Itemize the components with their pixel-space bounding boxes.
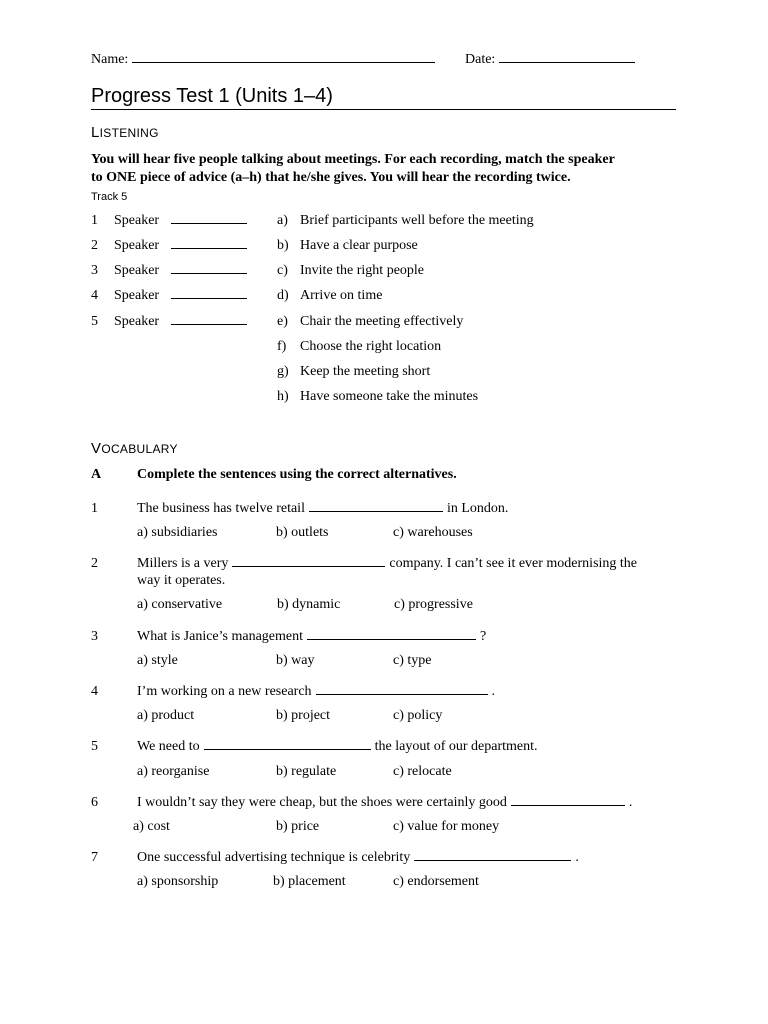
answer-option[interactable]: c) type — [393, 653, 432, 668]
page-title: Progress Test 1 (Units 1–4) — [91, 85, 333, 107]
question-number: 4 — [91, 684, 98, 699]
advice-letter: g) — [277, 364, 289, 379]
title-rule — [91, 109, 676, 110]
speaker-number: 3 — [91, 263, 98, 278]
question-number: 1 — [91, 501, 98, 516]
speaker-number: 1 — [91, 213, 98, 228]
track-label: Track 5 — [91, 191, 128, 203]
name-label: Name: — [91, 52, 129, 67]
speaker-number: 2 — [91, 238, 98, 253]
speaker-number: 4 — [91, 288, 98, 303]
part-letter: A — [91, 467, 102, 482]
vocabulary-heading — [91, 440, 178, 457]
answer-option[interactable]: b) outlets — [276, 525, 329, 540]
question-text-after: company. I can’t see it ever modernising the — [389, 556, 638, 571]
question-number: 2 — [91, 556, 98, 571]
answer-blank[interactable] — [511, 804, 625, 806]
date-field — [465, 52, 639, 68]
advice-text: Keep the meeting short — [300, 364, 431, 379]
speaker-label: Speaker — [114, 213, 160, 228]
listening-heading-initial: L — [91, 124, 100, 141]
answer-option[interactable]: b) regulate — [276, 764, 337, 779]
answer-option[interactable]: a) product — [137, 708, 195, 723]
question-text-before: What is Janice’s management — [137, 629, 303, 644]
question-sentence — [137, 684, 495, 700]
speaker-row — [114, 213, 251, 229]
vocabulary-heading-initial: V — [91, 440, 102, 457]
question-text-after: . — [628, 795, 633, 810]
vocabulary-heading-rest: OCABULARY — [101, 442, 178, 456]
speaker-row — [114, 288, 251, 304]
question-sentence — [137, 850, 579, 866]
answer-option[interactable]: a) conservative — [137, 597, 223, 612]
answer-option[interactable]: a) reorganise — [137, 764, 210, 779]
question-sentence — [137, 795, 632, 811]
answer-blank[interactable] — [309, 510, 443, 512]
speaker-label: Speaker — [114, 263, 160, 278]
answer-option[interactable]: a) sponsorship — [137, 874, 219, 889]
speaker-answer-blank[interactable] — [171, 297, 247, 299]
question-sentence — [137, 501, 508, 517]
speaker-answer-blank[interactable] — [171, 272, 247, 274]
date-blank[interactable] — [499, 61, 635, 63]
listening-heading-rest: ISTENING — [99, 126, 159, 140]
answer-blank[interactable] — [316, 693, 488, 695]
answer-blank[interactable] — [307, 638, 476, 640]
question-sentence — [137, 629, 486, 645]
advice-letter: e) — [277, 314, 288, 329]
question-number: 7 — [91, 850, 98, 865]
answer-option[interactable]: c) policy — [393, 708, 443, 723]
question-text-before: I’m working on a new research — [137, 684, 312, 699]
answer-option[interactable]: c) progressive — [394, 597, 473, 612]
question-text-before: Millers is a very — [137, 556, 229, 571]
answer-blank[interactable] — [414, 859, 571, 861]
answer-option[interactable]: c) relocate — [393, 764, 452, 779]
question-text-before: I wouldn’t say they were cheap, but the shoes were certainly good — [137, 795, 507, 810]
part-instruction: Complete the sentences using the correct alternatives. — [137, 467, 457, 482]
advice-letter: a) — [277, 213, 288, 228]
speaker-row — [114, 314, 251, 330]
question-text-before: We need to — [137, 739, 200, 754]
question-text-after: in London. — [446, 501, 509, 516]
advice-letter: b) — [277, 238, 289, 253]
speaker-number: 5 — [91, 314, 98, 329]
question-number: 6 — [91, 795, 98, 810]
answer-option[interactable]: c) endorsement — [393, 874, 479, 889]
advice-letter: c) — [277, 263, 288, 278]
listening-instruction-line2: to ONE piece of advice (a–h) that he/she gives. You will hear the recording twice. — [91, 170, 571, 185]
speaker-row — [114, 263, 251, 279]
question-text-before: The business has twelve retail — [137, 501, 305, 516]
answer-option[interactable]: a) style — [137, 653, 178, 668]
answer-option[interactable]: a) subsidiaries — [137, 525, 218, 540]
date-label: Date: — [465, 52, 496, 67]
answer-option[interactable]: b) placement — [273, 874, 346, 889]
answer-option[interactable]: c) warehouses — [393, 525, 473, 540]
advice-text: Brief participants well before the meeting — [300, 213, 534, 228]
speaker-label: Speaker — [114, 314, 160, 329]
speaker-label: Speaker — [114, 288, 160, 303]
answer-option[interactable]: b) way — [276, 653, 315, 668]
advice-letter: f) — [277, 339, 287, 354]
advice-text: Chair the meeting effectively — [300, 314, 464, 329]
question-text-continued: way it operates. — [137, 573, 226, 588]
name-blank[interactable] — [132, 61, 435, 63]
answer-option[interactable]: b) project — [276, 708, 331, 723]
question-text-after: the layout of our department. — [374, 739, 538, 754]
listening-heading — [91, 124, 159, 141]
speaker-answer-blank[interactable] — [171, 323, 247, 325]
speaker-label: Speaker — [114, 238, 160, 253]
answer-option[interactable]: a) cost — [133, 819, 170, 834]
question-text-before: One successful advertising technique is celebrity — [137, 850, 411, 865]
speaker-answer-blank[interactable] — [171, 222, 247, 224]
question-sentence — [137, 739, 538, 755]
answer-option[interactable]: b) price — [276, 819, 320, 834]
speaker-answer-blank[interactable] — [171, 247, 247, 249]
question-number: 5 — [91, 739, 98, 754]
answer-option[interactable]: b) dynamic — [277, 597, 341, 612]
question-number: 3 — [91, 629, 98, 644]
answer-option[interactable]: c) value for money — [393, 819, 500, 834]
advice-text: Have a clear purpose — [300, 238, 418, 253]
answer-blank[interactable] — [204, 748, 371, 750]
advice-text: Choose the right location — [300, 339, 442, 354]
answer-blank[interactable] — [232, 565, 385, 567]
speaker-row — [114, 238, 251, 254]
advice-text: Invite the right people — [300, 263, 425, 278]
advice-text: Have someone take the minutes — [300, 389, 479, 404]
listening-instruction-line1: You will hear five people talking about meetings. For each recording, match the speaker — [91, 152, 615, 167]
advice-letter: h) — [277, 389, 289, 404]
advice-letter: d) — [277, 288, 289, 303]
question-text-after: . — [575, 850, 579, 865]
name-field — [91, 52, 439, 68]
question-sentence — [137, 556, 637, 572]
advice-text: Arrive on time — [300, 288, 383, 303]
question-text-after: ? — [480, 629, 487, 644]
question-text-after: . — [491, 684, 496, 699]
